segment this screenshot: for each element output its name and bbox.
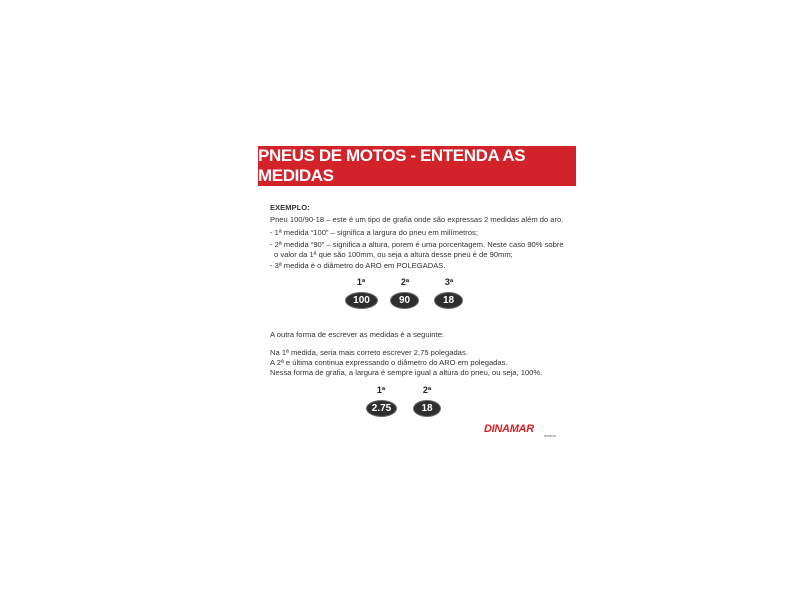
bullet-1: - 1ª medida “100” – significa a largura do pneu em milímetros; — [270, 228, 478, 237]
size-badge-rim — [413, 400, 441, 417]
size-badge-width — [366, 400, 397, 417]
bullet-3: - 3ª medida é o diâmetro do ARO em POLEGADAS. — [270, 261, 446, 270]
ordinal-2: 2ª — [400, 277, 410, 287]
ordinal-1: 1ª — [356, 277, 366, 287]
second-line-1: Na 1ª medida, seria mais correto escrever 2,75 polegadas. — [270, 348, 468, 357]
size-badge-rim — [434, 292, 463, 309]
second-line-3: Nessa forma de grafia, a largura é sempre igual a altura do pneu, ou seja, 100%. — [270, 368, 543, 377]
logo-word: DINAMAR — [484, 423, 534, 435]
size-value: 100 — [353, 295, 370, 306]
ordinal-2: 2ª — [422, 385, 432, 395]
second-intro: A outra forma de escrever as medidas é a seguinte: — [270, 330, 444, 339]
size-badge-height — [390, 292, 419, 309]
size-value: 18 — [442, 295, 455, 306]
bullet-2-cont: o valor da 1ª que são 100mm, ou seja a altura desse pneu é de 90mm; — [274, 250, 513, 259]
size-badge-width — [345, 292, 378, 309]
logo-sub: motos — [544, 433, 556, 438]
size-value: 90 — [398, 295, 411, 306]
example-intro: Pneu 100/90-18 – este é um tipo de grafia onde são expressas 2 medidas além do aro. — [270, 215, 564, 224]
ordinal-3: 3ª — [444, 277, 454, 287]
bullet-2: - 2ª medida “90” – significa a altura, porem é uma porcentagem. Neste caso 90% sobre — [270, 240, 564, 249]
title-banner — [258, 146, 576, 186]
ordinal-1: 1ª — [376, 385, 386, 395]
dinamar-logo — [484, 423, 558, 439]
banner-title: PNEUS DE MOTOS - ENTENDA AS MEDIDAS — [258, 146, 526, 185]
second-line-2: A 2ª e última continua expressando o diâmetro do ARO em polegadas. — [270, 358, 508, 367]
size-value: 18 — [421, 403, 433, 414]
example-heading: EXEMPLO: — [270, 203, 310, 212]
size-value: 2.75 — [371, 403, 392, 414]
